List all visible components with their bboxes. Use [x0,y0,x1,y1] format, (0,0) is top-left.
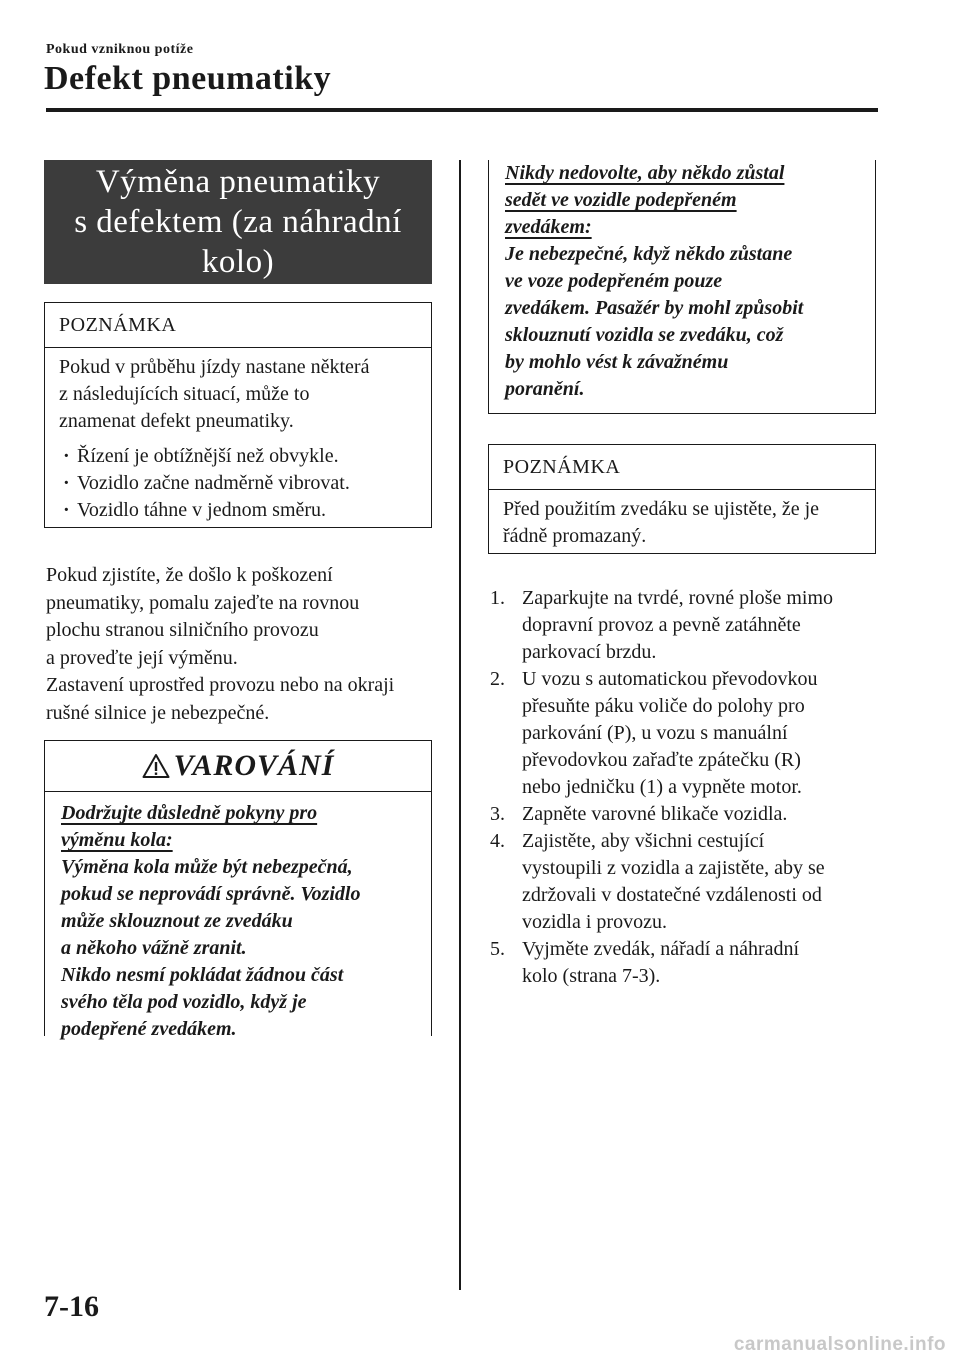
step-number: 1. [490,587,505,609]
header-rule [46,108,878,112]
warning-header [45,741,431,792]
warning-line: sedět ve vozidle podepřeném [505,189,737,211]
warning-line: Výměna kola může být nebezpečná, [61,856,353,878]
step-line: kolo (strana 7-3). [522,965,661,987]
section-heading-line2: s defektem (za náhradní [74,204,402,240]
step-line: vozidla i provozu. [522,911,667,933]
note-text-line: znamenat defekt pneumatiky. [59,410,294,432]
step-number: 5. [490,938,505,960]
note-bullet: · Vozidlo začne nadměrně vibrovat. [59,470,417,497]
warning-box [44,740,432,1040]
warning-line: podepřené zvedákem. [61,1018,237,1040]
step-line: zdržovali v dostatečné vzdálenosti od [522,884,822,906]
warning-line: svého těla pod vozidlo, když je [61,991,307,1013]
section-heading-line3: kolo) [201,244,275,280]
warning-line: pokud se neprovádí správně. Vozidlo [61,883,361,905]
warning-title: VAROVÁNÍ [173,749,335,782]
note-text-line: Před použitím zvedáku se ujistěte, že je [503,498,820,520]
step-line: dopravní provoz a pevně zatáhněte [522,614,801,636]
note-box [488,444,876,554]
note-bullet: · Řízení je obtížnější než obvykle. [59,443,417,470]
page-title: Defekt pneumatiky [44,60,332,97]
step-item [490,936,880,990]
paragraph-line: Zastavení uprostřed provozu nebo na okraji [46,674,395,696]
page-number: 7-16 [44,1290,99,1323]
warning-line: zvedákem: [505,216,592,238]
step-line: Zajistěte, aby všichni cestující [522,830,765,852]
step-line: U vozu s automatickou převodovkou [522,668,818,690]
step-line: nebo jedničku (1) a vypněte motor. [522,776,802,798]
step-number: 3. [490,803,505,825]
step-item [490,666,880,801]
warning-line: Nikdy nedovolte, aby někdo zůstal [505,162,785,184]
note-label: POZNÁMKA [45,303,431,348]
step-line: přesuňte páku voliče do polohy pro [522,695,805,717]
paragraph-line: plochu stranou silničního provozu [46,619,319,641]
paragraph-line: a proveďte její výměnu. [46,646,238,669]
warning-line: výměnu kola: [61,829,173,851]
warning-line: zvedákem. Pasažér by mohl způsobit [505,297,804,319]
note-text-line: řádně promazaný. [503,525,647,547]
watermark-text: carmanualsonline.info [733,1334,946,1355]
step-line: Zapněte varovné blikače vozidla. [522,803,788,825]
warning-line: Je nebezpečné, když někdo zůstane [505,243,793,265]
warning-continuation-box [488,160,876,414]
step-line: vystoupili z vozidla a zajistěte, aby se [522,857,825,879]
column-divider [459,160,461,1290]
intro-paragraph [46,562,436,727]
step-item [490,585,880,666]
step-line: převodovkou zařaďte zpátečku (R) [522,749,801,771]
warning-triangle-icon [142,753,170,779]
step-line: Vyjměte zvedák, nářadí a náhradní [522,938,800,960]
step-line: parkování (P), u vozu s manuální [522,722,788,744]
steps-list [490,585,880,990]
paragraph-line: Pokud zjistíte, že došlo k poškození [46,564,333,586]
section-heading [44,160,432,284]
note-bullet-list [59,443,417,524]
warning-line: ve voze podepřeném pouze [505,270,723,292]
warning-line: Dodržujte důsledně pokyny pro [61,802,318,824]
note-box [44,302,432,528]
warning-line: by mohlo vést k závažnému [505,351,729,373]
warning-line: Nikdo nesmí pokládat žádnou část [61,964,344,986]
section-heading-line1: Výměna pneumatiky [95,164,381,200]
step-line: Zaparkujte na tvrdé, rovné ploše mimo [522,587,834,609]
paragraph-line: pneumatiky, pomalu zajeďte na rovnou [46,591,360,614]
warning-line: a někoho vážně zranit. [61,937,247,959]
note-text-line: Pokud v průběhu jízdy nastane některá [59,356,370,378]
step-number: 2. [490,668,505,690]
warning-line: sklouznutí vozidla se zvedáku, což [505,324,784,346]
paragraph-line: rušné silnice je nebezpečné. [46,701,270,724]
step-item [490,801,880,828]
step-line: parkovací brzdu. [522,641,657,663]
note-bullet: · Vozidlo táhne v jednom směru. [59,497,417,524]
step-item [490,828,880,936]
warning-line: poranění. [505,378,585,400]
note-label: POZNÁMKA [489,445,875,490]
step-number: 4. [490,830,505,852]
chapter-label: Pokud vzniknou potíže [46,42,194,57]
note-text-line: z následujících situací, může to [59,383,310,405]
warning-line: může sklouznout ze zvedáku [61,910,293,932]
